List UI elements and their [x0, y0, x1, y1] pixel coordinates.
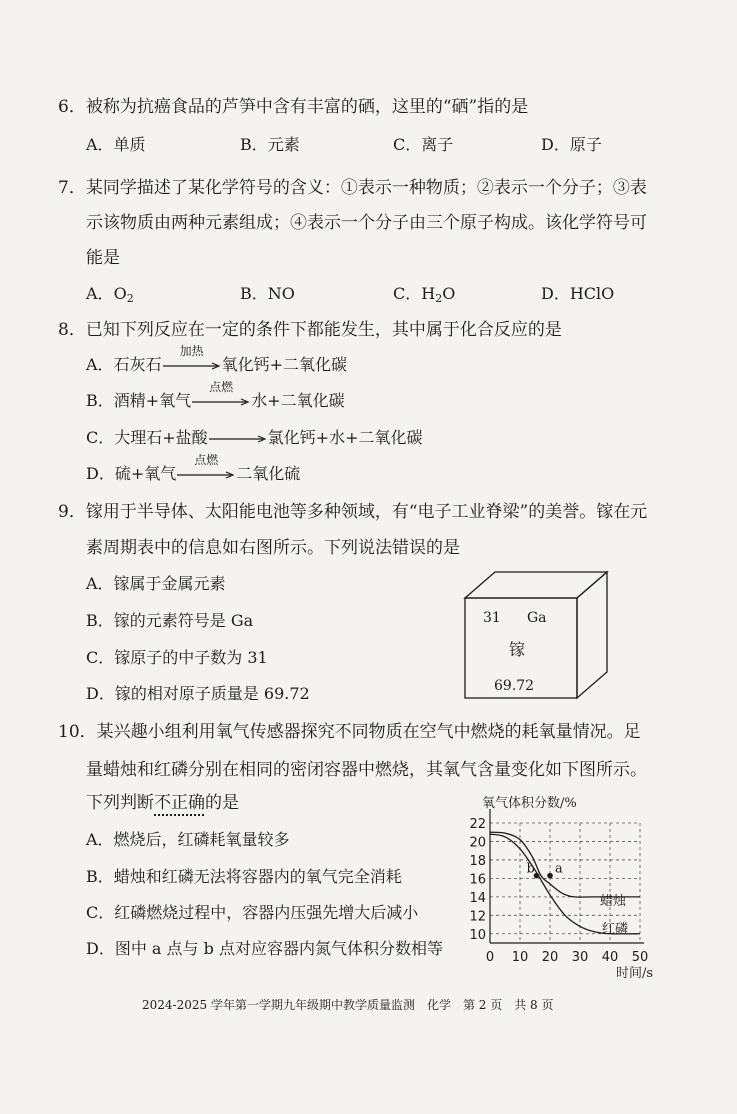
- y-tick-label: 14: [469, 890, 486, 906]
- y-axis-label: 氧气体积分数/%: [482, 796, 577, 811]
- point-label-b: b: [526, 861, 535, 877]
- q10-option-b: B．蜡烛和红磷无法将容器内的氧气完全消耗: [86, 867, 402, 886]
- y-tick-label: 16: [469, 872, 486, 888]
- element-name: 镓: [509, 640, 526, 659]
- element-symbol: Ga: [527, 610, 547, 626]
- q7-option-c: C．$H_2O$: [393, 284, 456, 305]
- x-tick-label: 50: [631, 950, 649, 965]
- y-tick-label: 18: [469, 853, 486, 869]
- series-label: 红磷: [602, 922, 629, 937]
- q9-option-b: B．镓的元素符号是 Ga: [86, 611, 254, 630]
- y-tick-label: 22: [469, 817, 486, 832]
- y-tick-label: 12: [469, 909, 486, 925]
- question-10-line-1: 10．某兴趣小组利用氧气传感器探究不同物质在空气中燃烧的耗氧量情况。足: [58, 722, 641, 742]
- page-footer: 2024-2025 学年第一学期九年级期中教学质量监测 化学 第 2 页 共 8 页: [142, 998, 554, 1012]
- q7-option-a: A．$O_2$: [86, 284, 134, 305]
- question-9-line-2: 素周期表中的信息如右图所示。下列说法错误的是: [86, 538, 460, 558]
- y-tick-label: 20: [469, 835, 486, 851]
- q10-option-a: A．燃烧后，红磷耗氧量较多: [86, 830, 290, 849]
- reaction-arrow: 加热: [162, 356, 222, 376]
- x-tick-label: 40: [601, 950, 619, 965]
- series-line-red-phosphorus: [490, 834, 640, 934]
- question-7-line-3: 能是: [86, 248, 120, 268]
- question-8-stem: 8．已知下列反应在一定的条件下都能发生，其中属于化合反应的是: [58, 320, 562, 340]
- x-tick-label: 30: [571, 950, 589, 965]
- element-mass: 69.72: [494, 678, 535, 694]
- q9-option-a: A．镓属于金属元素: [86, 574, 226, 593]
- q8-option-a: A．石灰石 加热 氧化钙+二氧化碳: [86, 343, 347, 374]
- q6-option-d: D．原子: [541, 135, 602, 154]
- question-7-line-2: 示该物质由两种元素组成；④表示一个分子由三个原子构成。该化学符号可: [86, 213, 647, 233]
- reaction-arrow: [208, 429, 268, 449]
- point-a: [547, 873, 553, 879]
- q10-option-c: C．红磷燃烧过程中，容器内压强先增大后减小: [86, 903, 419, 922]
- y-tick-label: 10: [469, 927, 486, 943]
- q7-option-d: D．HClO: [541, 284, 615, 303]
- q8-option-b: B．酒精+氧气 点燃 水+二氧化碳: [86, 379, 345, 410]
- series-label: 蜡烛: [600, 894, 627, 909]
- question-10-line-3: 下列判断不正确的是: [86, 793, 239, 813]
- x-tick-label: 0: [485, 950, 495, 965]
- q9-option-d: D．镓的相对原子质量是 69.72: [86, 684, 310, 703]
- q8-option-c: C．大理石+盐酸 氯化钙+水+二氧化碳: [86, 428, 423, 447]
- element-number: 31: [483, 610, 501, 626]
- emphasis-text: 不正确: [154, 793, 205, 813]
- question-6-stem: 6．被称为抗癌食品的芦笋中含有丰富的硒，这里的“硒”指的是: [58, 97, 529, 117]
- q9-option-c: C．镓原子的中子数为 31: [86, 648, 268, 667]
- question-7-line-1: 7．某同学描述了某化学符号的含义：①表示一种物质；②表示一个分子；③表: [58, 178, 647, 198]
- q8-option-d: D．硫+氧气 点燃 二氧化硫: [86, 452, 301, 483]
- q7-option-b: B．NO: [240, 284, 295, 303]
- gallium-element-cube: [460, 568, 610, 702]
- q6-option-a: A．单质: [86, 135, 146, 154]
- question-10-line-2: 量蜡烛和红磷分别在相同的密闭容器中燃烧，其氧气含量变化如下图所示。: [86, 760, 647, 780]
- x-axis-label: 时间/s: [616, 966, 654, 981]
- q6-option-c: C．离子: [393, 135, 454, 154]
- q6-option-b: B．元素: [240, 135, 300, 154]
- x-tick-label: 20: [541, 950, 559, 965]
- oxygen-volume-chart: [460, 793, 695, 1025]
- point-label-a: a: [555, 861, 563, 877]
- x-tick-label: 10: [511, 950, 529, 965]
- question-9-line-1: 9．镓用于半导体、太阳能电池等多种领域，有“电子工业脊梁”的美誉。镓在元: [58, 502, 648, 522]
- reaction-arrow: 点燃: [191, 392, 251, 412]
- reaction-arrow: 点燃: [176, 465, 236, 485]
- q10-option-d: D．图中 a 点与 b 点对应容器内氮气体积分数相等: [86, 939, 443, 958]
